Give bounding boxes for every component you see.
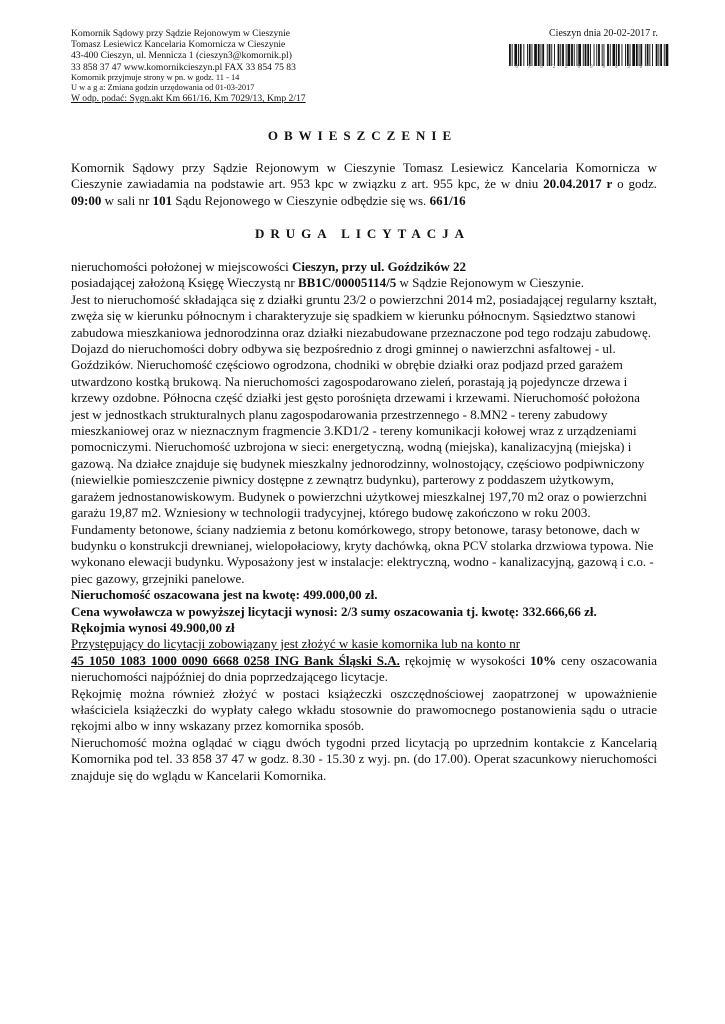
header-line-reference: W odp. podać: Sygn.akt Km 661/16, Km 7029/13, Kmp 2/17 — [71, 93, 306, 105]
barcode-image — [509, 44, 669, 66]
auction-subtitle: DRUGA LICYTACJA — [254, 226, 471, 241]
auction-date: 20.04.2017 r — [543, 176, 613, 192]
valuation-amount: Nieruchomość oszacowana jest na kwotę: 499.000,00 zł. — [71, 587, 378, 603]
passbook-paragraph: Rękojmię można również złożyć w postaci książeczki oszczędnościowej zaopatrzonej w upoważnienie właściciela książeczki do wypłaty całego wkładu stosownie do prawomocnego postanowienia sądu o utracie rękojmi albo w inny wskazany przez komornika sposób. — [71, 685, 657, 734]
intro-paragraph: Komornik Sądowy przy Sądzie Rejonowym w Cieszynie Tomasz Lesiewicz Kancelaria Komornicza w Cieszynie zawiadamia na podstawie art. 953 kpc w związku z art. 955 kpc, że w dniu 20.04.2017 r o godz. 09:00 w sali nr 101 Sądu Rejonowego w Cieszynie odbędzie się ws. 661/16 — [71, 160, 657, 208]
document-date: Cieszyn dnia 20-02-2017 r. — [549, 28, 658, 39]
header-line-notice: U w a g a: Zmiana godzin urzędowania od 01-03-2017 — [71, 83, 255, 93]
property-details — [71, 259, 657, 784]
header-line-contact: 33 858 37 47 www.komornikcieszyn.pl FAX 33 854 75 83 — [71, 61, 296, 73]
case-number: 661/16 — [429, 192, 466, 208]
header-line-name: Tomasz Lesiewicz Kancelaria Komornicza w Cieszynie — [71, 39, 286, 51]
deposit-account: 45 1050 1083 1000 0090 6668 0258 ING Bank Śląski S.A. rękojmię w wysokości 10% ceny oszacowania nieruchomości najpóźniej do dnia poprzedzającego licytacje. — [71, 652, 657, 685]
bank-account-number: 45 1050 1083 1000 0090 6668 0258 ING Bank Śląski S.A. — [71, 652, 400, 668]
deposit-instruction: Przystępujący do licytacji zobowiązany jest złożyć w kasie komornika lub na konto nr — [71, 636, 521, 652]
property-location: nieruchomości położonej w miejscowości Cieszyn, przy ul. Goździków 22 — [71, 259, 467, 274]
header-line-hours: Komornik przyjmuje strony w pn. w godz. 11 - 14 — [71, 72, 240, 82]
document-title: OBWIESZCZENIE — [267, 128, 458, 143]
viewing-paragraph: Nieruchomość można oglądać w ciągu dwóch tygodni przed licytacją po uprzednim kontakcie z Kancelarią Komornika pod tel. 33 858 37 47 w godz. 8.30 - 15.30 z wyj. pn. (do 17.00). Operat szacunkowy nieruchomości znajduje się do wglądu w Kancelarii Komornika. — [71, 734, 657, 783]
starting-price: Cena wywoławcza w powyższej licytacji wynosi: 2/3 sumy oszacowania tj. kwotę: 332.666,66 zł. — [71, 603, 597, 619]
auction-time: 09:00 — [71, 192, 102, 208]
property-description: Jest to nieruchomość składająca się z działki gruntu 23/2 o powierzchni 2014 m2, posiadającej regularny kształt, zwęża się w kierunku północnym i charakteryzuje się spadkiem w kierunku północnym. Sąsiedztwo stanowi zabudowa mieszkaniowa jednorodzinna oraz działki niezabudowane przeznaczone pod tego rodzaju zabudowę. Dojazd do nieruchomości dobry odbywa się bezpośrednio z drogi gminnej o nawierzchni asfaltowej - ul. Goździków. Nieruchomość częściowo ogrodzona, chodniki w obrębie działki oraz podjazd przed garażem utwardzono kostką brukową. Na nieruchomości zagospodarowano zieleń, porastają ją pojedyncze drzewa i krzewy ozdobne. Północna część działki jest gęsto porośnięta drzewami i krzewami. Nieruchomość położona jest w jednostkach strukturalnych planu zagospodarowania przestrzennego - 8.MN2 - tereny zabudowy mieszkaniowej oraz w nieznacznym fragmencie 3.KD1/2 - tereny komunikacji kołowej wraz z urządzeniami pomocniczymi. Nieruchomość uzbrojona w sieci: energetyczną, wodną (miejska), kanalizacyjną (miejska) i gazową. Na działce znajduje się budynek mieszkalny jednorodzinny, wolnostojący, częściowo podpiwniczony (niewielkie pomieszczenie piwnicy dostępne z zewnątrz budynku), parterowy z poddaszem użytkowym, garażem jednostanowiskowym. Budynek o powierzchni użytkowej mieszkalnej 197,70 m2 oraz o powierzchni garażu 19,87 m2. Wzniesiony w technologii tradycyjnej, którego budowę zakończono w roku 2003. Fundamenty betonowe, ściany nadziemia z betonu komórkowego, stropy betonowe, tarasy betonowe, dach w budynku o konstrukcji drewnianej, wielopołaciowy, kryty dachówką, okna PCV stolarka drzwiowa typowa. Nie wykonano elewacji budynku. Wyposażony jest w instalacje: elektryczną, wodno - kanalizacyjną, gazową i c.o. - piec gazowy, grzejniki panelowe. — [71, 291, 657, 586]
land-register: posiadającej założoną Księgę Wieczystą nr BB1C/00005114/5 w Sądzie Rejonowym w Cieszynie. — [71, 275, 584, 291]
barcode-number: *0 7 0 2 2 0 0 9 9 3 9* — [509, 64, 652, 70]
bailiff-header — [71, 28, 371, 104]
header-line-office: Komornik Sądowy przy Sądzie Rejonowym w Cieszynie — [71, 28, 291, 39]
header-line-address: 43-400 Cieszyn, ul. Mennicza 1 (cieszyn3@komornik.pl) — [71, 50, 292, 62]
deposit-amount: Rękojmia wynosi 49.900,00 zł — [71, 619, 235, 635]
room-number: 101 — [152, 192, 173, 208]
